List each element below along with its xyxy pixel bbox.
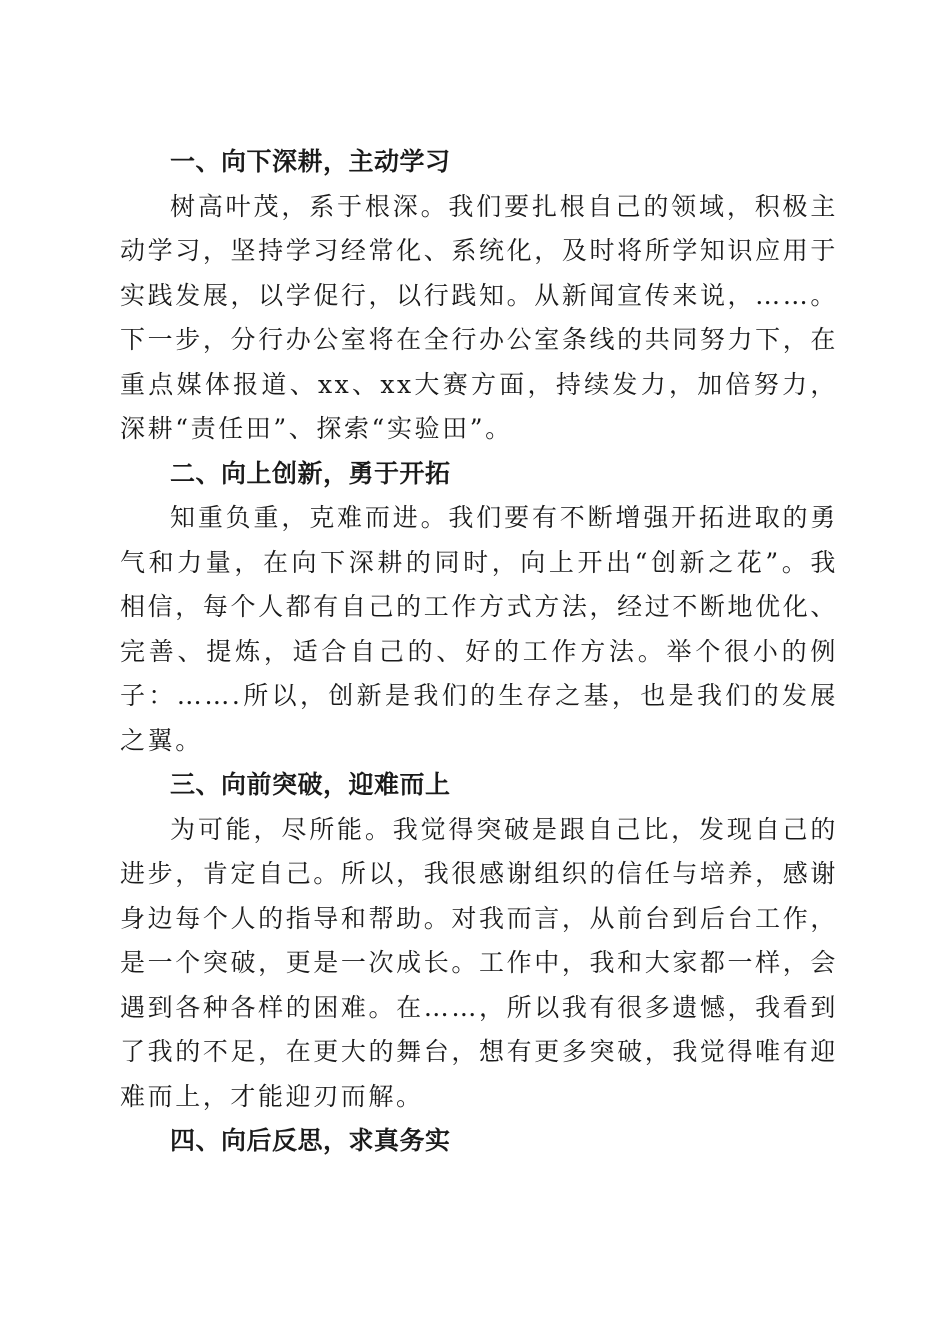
section-paragraph-1: 树高叶茂，系于根深。我们要扎根自己的领域，积极主动学习，坚持学习经常化、系统化，及时将所学知识应用于实践发展，以学促行，以行践知。从新闻宣传来说，……。下一步，分行办公室将在全行办公室条线的共同努力下，在重点媒体报道、xx、xx大赛方面，持续发力，加倍努力，深耕“责任田”、探索“实验田”。 <box>120 191 838 443</box>
section-paragraph-3: 为可能，尽所能。我觉得突破是跟自己比，发现自己的进步，肯定自己。所以，我很感谢组织的信任与培养，感谢身边每个人的指导和帮助。对我而言，从前台到后台工作，是一个突破，更是一次成长。工作中，我和大家都一样，会遇到各种各样的困难。在……，所以我有很多遗憾，我看到了我的不足，在更大的舞台，想有更多突破，我觉得唯有迎难而上，才能迎刃而解。 <box>120 814 838 1111</box>
section-heading-1: 一、向下深耕，主动学习 <box>170 147 451 176</box>
document-body <box>120 140 838 1164</box>
section-heading-2: 二、向上创新，勇于开拓 <box>170 458 451 488</box>
section-heading-4: 四、向后反思，求真务实 <box>170 1126 451 1155</box>
section-heading-3: 三、向前突破，迎难而上 <box>170 770 451 799</box>
section-paragraph-2: 知重负重，克难而进。我们要有不断增强开拓进取的勇气和力量，在向下深耕的同时，向上开出“创新之花”。我相信，每个人都有自己的工作方式方法，经过不断地优化、完善、提炼，适合自己的、好的工作方法。举个很小的例子：…….所以，创新是我们的生存之基，也是我们的发展之翼。 <box>120 503 838 755</box>
